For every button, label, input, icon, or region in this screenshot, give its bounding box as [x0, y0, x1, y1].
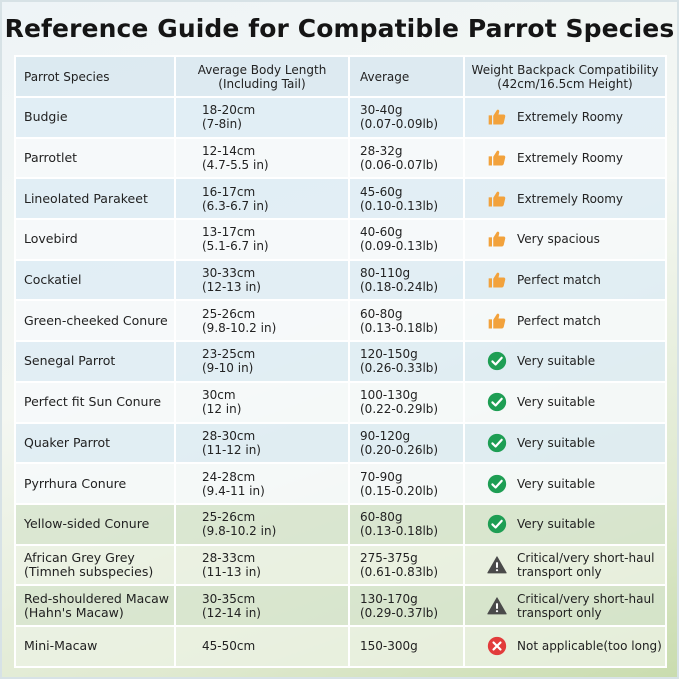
compat-label-line-1: Very spacious: [517, 232, 600, 247]
table-row: [15, 178, 666, 219]
header-row: [15, 56, 666, 97]
length-value-line-1: 28-33cm: [202, 550, 256, 565]
compat-content: [487, 311, 665, 331]
compat-text: [517, 110, 623, 124]
length-value-line-2: (9.8-10.2 in): [202, 524, 277, 539]
compat-cell: [464, 545, 666, 586]
table-row: [15, 504, 666, 545]
weight-value-line-2: (0.15-0.20lb): [360, 483, 439, 498]
warning-icon: [487, 555, 507, 575]
warning-icon: [487, 596, 507, 616]
species-cell: [15, 97, 175, 138]
table-row: [15, 463, 666, 504]
table-row: [15, 545, 666, 586]
weight-value-line-1: 150-300g: [360, 639, 418, 654]
header-length: [175, 56, 349, 97]
weight-value-line-1: 45-60g: [360, 184, 403, 199]
table-row: [15, 585, 666, 626]
length-value-line-2: (5.1-6.7 in): [202, 239, 269, 254]
compat-text: [517, 639, 662, 653]
length-value-line-2: (11-13 in): [202, 564, 261, 579]
compat-cell: [464, 463, 666, 504]
weight-cell: [349, 219, 464, 260]
length-value-line-2: (12-13 in): [202, 280, 261, 295]
weight-value-line-1: 100-130g: [360, 388, 418, 403]
weight-value-line-1: 90-120g: [360, 428, 411, 443]
weight-cell: [349, 300, 464, 341]
length-value-line-1: 23-25cm: [202, 347, 256, 362]
table-row: [15, 626, 666, 667]
compat-content: [487, 107, 665, 127]
compat-cell: [464, 382, 666, 423]
check-circle-icon: [487, 514, 507, 534]
table-header: [15, 56, 666, 97]
compat-cell: [464, 97, 666, 138]
species-cell: [15, 300, 175, 341]
check-circle-icon: [487, 433, 507, 453]
header-length-line-1: Average Body Length: [197, 62, 327, 77]
length-value-line-2: (12-14 in): [202, 605, 261, 620]
compat-text: [517, 273, 601, 287]
length-value-line-1: 25-26cm: [202, 306, 256, 321]
compat-cell: [464, 178, 666, 219]
length-value-line-1: 13-17cm: [202, 225, 256, 240]
compat-text: [517, 192, 623, 206]
header-species: [15, 56, 175, 97]
check-circle-icon: [487, 474, 507, 494]
species-name-line-1: Green-cheeked Conure: [24, 312, 168, 328]
compat-label-line-1: Very suitable: [517, 354, 596, 369]
species-name-line-1: Red-shouldered Macaw: [24, 590, 170, 606]
length-cell: [175, 423, 349, 464]
compat-label-line-1: Very suitable: [517, 435, 596, 450]
weight-cell: [349, 423, 464, 464]
compat-label-line-1: Very suitable: [517, 395, 596, 410]
length-value-line-2: (9-10 in): [202, 361, 254, 376]
length-value-line-1: 45-50cm: [202, 639, 256, 654]
compat-content: [487, 189, 665, 209]
species-cell: [15, 178, 175, 219]
header-compat: [464, 56, 666, 97]
thumbs-up-icon: [487, 189, 507, 209]
species-cell: [15, 341, 175, 382]
compat-content: [487, 351, 665, 371]
length-value-line-2: (11-12 in): [202, 442, 261, 457]
compat-cell: [464, 138, 666, 179]
length-cell: [175, 260, 349, 301]
thumbs-up-icon: [487, 311, 507, 331]
weight-cell: [349, 382, 464, 423]
table-row: [15, 97, 666, 138]
weight-value-line-1: 275-375g: [360, 550, 418, 565]
weight-value-line-2: (0.26-0.33lb): [360, 361, 439, 376]
length-value-line-1: 24-28cm: [202, 469, 256, 484]
length-cell: [175, 219, 349, 260]
table-row: [15, 423, 666, 464]
length-value-line-1: 25-26cm: [202, 510, 256, 525]
compat-text: [517, 551, 654, 579]
species-cell: [15, 423, 175, 464]
species-table: [14, 55, 667, 668]
compat-label-line-1: Extremely Roomy: [517, 191, 624, 206]
compat-text: [517, 436, 595, 450]
weight-value-line-1: 130-170g: [360, 591, 418, 606]
compat-label-line-1: Extremely Roomy: [517, 110, 624, 125]
length-value-line-2: (9.4-11 in): [202, 483, 265, 498]
table-row: [15, 260, 666, 301]
length-cell: [175, 300, 349, 341]
compat-text: [517, 354, 595, 368]
table-row: [15, 300, 666, 341]
header-weight: [349, 56, 464, 97]
weight-value-line-2: (0.20-0.26lb): [360, 442, 439, 457]
species-name-line-2: (Hahn's Macaw): [24, 604, 124, 620]
table-body: [15, 97, 666, 667]
page-title: Reference Guide for Compatible Parrot Species: [4, 14, 675, 43]
species-cell: [15, 545, 175, 586]
length-value-line-1: 28-30cm: [202, 428, 256, 443]
table-row: [15, 138, 666, 179]
compat-content: [487, 514, 665, 534]
compat-text: [517, 395, 595, 409]
weight-value-line-1: 60-80g: [360, 306, 403, 321]
weight-value-line-2: (0.10-0.13lb): [360, 198, 439, 213]
species-cell: [15, 219, 175, 260]
species-name-line-1: Perfect fit Sun Conure: [24, 394, 162, 410]
length-value-line-1: 30-35cm: [202, 591, 256, 606]
length-value-line-1: 12-14cm: [202, 144, 256, 159]
compat-content: [487, 474, 665, 494]
length-cell: [175, 585, 349, 626]
length-value-line-2: (7-8in): [202, 117, 242, 132]
check-circle-icon: [487, 392, 507, 412]
weight-cell: [349, 138, 464, 179]
compat-text: [517, 314, 601, 328]
weight-value-line-1: 60-80g: [360, 510, 403, 525]
header-length-line-2: (Including Tail): [218, 76, 306, 91]
length-cell: [175, 97, 349, 138]
header-weight-label: Average: [360, 69, 410, 84]
thumbs-up-icon: [487, 107, 507, 127]
header-compat-line-2: (42cm/16.5cm Height): [497, 76, 633, 91]
weight-cell: [349, 585, 464, 626]
compat-content: [487, 636, 665, 656]
compat-text: [517, 477, 595, 491]
header-compat-line-1: Weight Backpack Compatibility: [471, 62, 659, 77]
weight-value-line-2: (0.13-0.18lb): [360, 524, 439, 539]
length-cell: [175, 382, 349, 423]
weight-value-line-1: 40-60g: [360, 225, 403, 240]
table-row: [15, 382, 666, 423]
species-cell: [15, 138, 175, 179]
weight-value-line-2: (0.29-0.37lb): [360, 605, 439, 620]
compat-cell: [464, 260, 666, 301]
length-cell: [175, 504, 349, 545]
compat-content: [487, 433, 665, 453]
compat-cell: [464, 423, 666, 464]
weight-cell: [349, 341, 464, 382]
species-name-line-2: (Timneh subspecies): [24, 563, 154, 579]
compat-text: [517, 232, 600, 246]
weight-value-line-2: (0.06-0.07lb): [360, 158, 439, 173]
weight-value-line-1: 80-110g: [360, 266, 411, 281]
species-name-line-1: Lovebird: [24, 231, 78, 247]
length-cell: [175, 341, 349, 382]
weight-cell: [349, 260, 464, 301]
compat-cell: [464, 219, 666, 260]
species-name-line-1: Pyrrhura Conure: [24, 475, 127, 491]
compat-label-line-1: Extremely Roomy: [517, 151, 624, 166]
compat-cell: [464, 504, 666, 545]
species-name-line-1: Yellow-sided Conure: [24, 516, 150, 532]
compat-label-line-1: Critical/very short-haul: [517, 550, 655, 565]
compat-label-line-2: transport only: [517, 605, 602, 620]
length-cell: [175, 463, 349, 504]
weight-cell: [349, 463, 464, 504]
compat-label-line-1: Not applicable(too long): [517, 639, 662, 654]
compat-text: [517, 151, 623, 165]
length-value-line-2: (4.7-5.5 in): [202, 158, 269, 173]
weight-cell: [349, 97, 464, 138]
species-cell: [15, 626, 175, 667]
species-cell: [15, 463, 175, 504]
compat-text: [517, 517, 595, 531]
length-value-line-1: 30-33cm: [202, 266, 256, 281]
species-cell: [15, 382, 175, 423]
species-cell: [15, 260, 175, 301]
weight-value-line-1: 30-40g: [360, 103, 403, 118]
species-name-line-1: Parrotlet: [24, 150, 78, 166]
species-cell: [15, 585, 175, 626]
header-species-label: Parrot Species: [24, 69, 110, 84]
thumbs-up-icon: [487, 229, 507, 249]
compat-content: [487, 229, 665, 249]
compat-content: [487, 551, 665, 579]
weight-value-line-2: (0.13-0.18lb): [360, 320, 439, 335]
weight-value-line-2: (0.18-0.24lb): [360, 280, 439, 295]
length-cell: [175, 626, 349, 667]
weight-value-line-2: (0.07-0.09lb): [360, 117, 439, 132]
weight-value-line-1: 120-150g: [360, 347, 418, 362]
species-name-line-1: Senegal Parrot: [24, 353, 116, 369]
compat-content: [487, 392, 665, 412]
table-row: [15, 219, 666, 260]
species-name-line-1: African Grey Grey: [24, 549, 135, 565]
species-cell: [15, 504, 175, 545]
weight-cell: [349, 178, 464, 219]
compat-content: [487, 148, 665, 168]
species-name-line-1: Quaker Parrot: [24, 434, 110, 450]
weight-cell: [349, 626, 464, 667]
length-cell: [175, 545, 349, 586]
length-value-line-1: 18-20cm: [202, 103, 256, 118]
species-name-line-1: Cockatiel: [24, 272, 82, 288]
length-cell: [175, 138, 349, 179]
length-value-line-1: 30cm: [202, 388, 236, 403]
species-name-line-1: Mini-Macaw: [24, 638, 98, 654]
thumbs-up-icon: [487, 270, 507, 290]
weight-cell: [349, 504, 464, 545]
check-circle-icon: [487, 351, 507, 371]
compat-content: [487, 592, 665, 620]
compat-label-line-1: Critical/very short-haul: [517, 591, 655, 606]
compat-label-line-1: Very suitable: [517, 476, 596, 491]
cross-circle-icon: [487, 636, 507, 656]
compat-text: [517, 592, 654, 620]
length-value-line-1: 16-17cm: [202, 184, 256, 199]
length-cell: [175, 178, 349, 219]
length-value-line-2: (9.8-10.2 in): [202, 320, 277, 335]
length-value-line-2: (12 in): [202, 402, 242, 417]
species-name-line-1: Lineolated Parakeet: [24, 190, 148, 206]
weight-value-line-1: 70-90g: [360, 469, 403, 484]
weight-value-line-2: (0.61-0.83lb): [360, 564, 439, 579]
weight-cell: [349, 545, 464, 586]
compat-content: [487, 270, 665, 290]
weight-value-line-1: 28-32g: [360, 144, 403, 159]
compat-label-line-1: Perfect match: [517, 273, 601, 288]
weight-value-line-2: (0.09-0.13lb): [360, 239, 439, 254]
length-value-line-2: (6.3-6.7 in): [202, 198, 269, 213]
table-row: [15, 341, 666, 382]
compat-cell: [464, 626, 666, 667]
compat-label-line-2: transport only: [517, 564, 602, 579]
compat-cell: [464, 585, 666, 626]
species-name-line-1: Budgie: [24, 109, 68, 125]
thumbs-up-icon: [487, 148, 507, 168]
compat-label-line-1: Very suitable: [517, 517, 596, 532]
compat-label-line-1: Perfect match: [517, 313, 601, 328]
weight-value-line-2: (0.22-0.29lb): [360, 402, 439, 417]
compat-cell: [464, 341, 666, 382]
compat-cell: [464, 300, 666, 341]
